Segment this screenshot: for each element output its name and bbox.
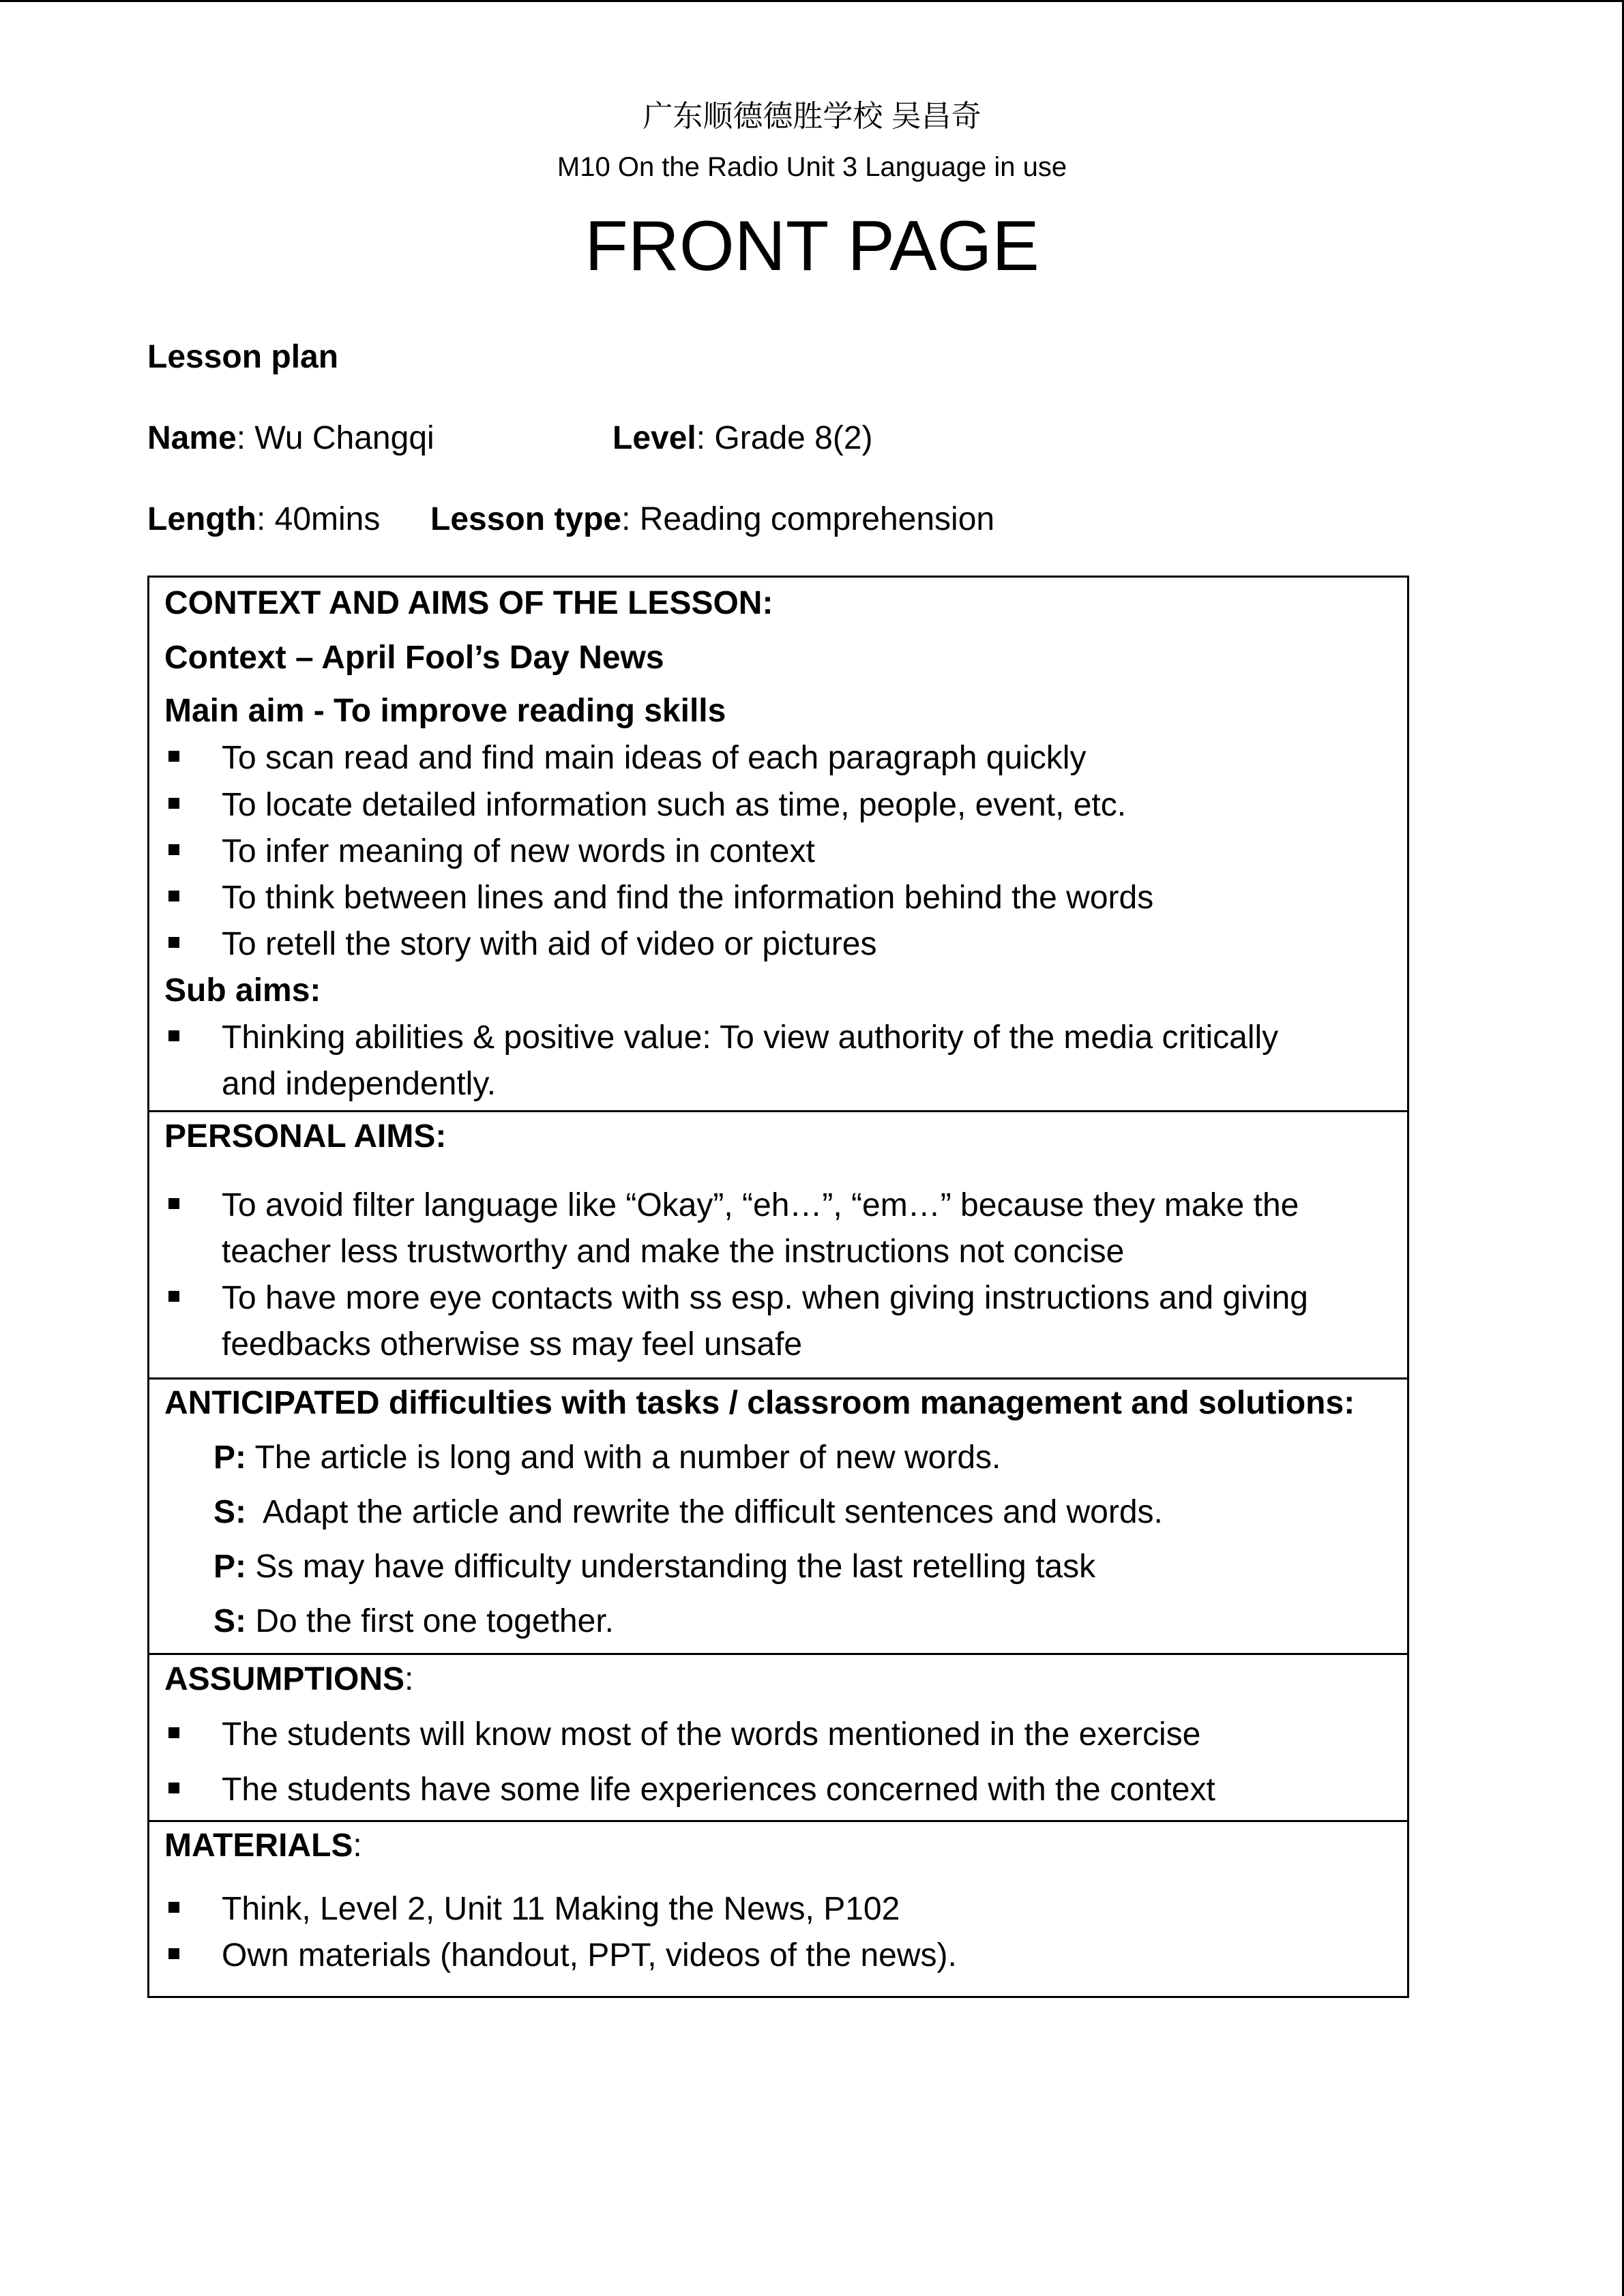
anticipated-heading: ANTICIPATED difficulties with tasks / classroom management and solutions: [164,1385,1355,1421]
materials-heading: MATERIALS: [164,1828,362,1864]
main-aim-item: To think between lines and find the information behind the words [222,880,1154,916]
lesson-plan-heading: Lesson plan [147,339,339,375]
material-item: Think, Level 2, Unit 11 Making the News, P102 [222,1891,900,1927]
bullet-icon [168,937,179,948]
solution-line: S: Adapt the article and rewrite the difficult sentences and words. [213,1494,1163,1530]
bullet-icon [168,1948,179,1959]
personal-aim-item-line1: To avoid filter language like “Okay”, “eh…”, “em…” because they make the [222,1187,1299,1223]
length-field [147,499,380,540]
length-label: Length [147,501,256,537]
sub-aim-item-line2: and independently. [222,1066,497,1102]
main-aim-item: To scan read and find main ideas of each paragraph quickly [222,740,1087,776]
bullet-icon [168,1783,179,1793]
length-value: : 40mins [256,501,381,537]
level-label: Level [612,420,696,456]
bullet-icon [168,1198,179,1209]
section-divider [149,1820,1407,1822]
problem-line: P: Ss may have difficulty understanding the last retelling task [213,1549,1096,1585]
level-value: : Grade 8(2) [696,420,873,456]
lesson-type-label: Lesson type [430,501,622,537]
context-aims-heading: CONTEXT AND AIMS OF THE LESSON: [164,585,773,621]
bullet-icon [168,798,179,809]
main-aim-item: To retell the story with aid of video or pictures [222,926,877,962]
material-item: Own materials (handout, PPT, videos of the news). [222,1937,957,1973]
problem-line: P: The article is long and with a number of new words. [213,1440,1001,1476]
section-divider [149,1377,1407,1380]
name-value: : Wu Changqi [236,420,434,456]
sub-aims-heading: Sub aims: [164,972,321,1009]
personal-aim-item-line2: feedbacks otherwise ss may feel unsafe [222,1326,803,1362]
solution-line: S: Do the first one together. [213,1603,614,1639]
level-field [612,418,873,459]
lesson-plan-table [147,576,1409,1998]
assumption-item: The students have some life experiences concerned with the context [222,1772,1215,1808]
page-title: FRONT PAGE [585,207,1039,286]
bullet-icon [168,1727,179,1738]
assumption-item: The students will know most of the words mentioned in the exercise [222,1716,1201,1753]
personal-aim-item-line1: To have more eye contacts with ss esp. when giving instructions and giving [222,1280,1308,1316]
main-aim-heading: Main aim - To improve reading skills [164,693,726,729]
main-aim-item: To infer meaning of new words in context [222,833,815,869]
bullet-icon [168,844,179,855]
assumptions-heading: ASSUMPTIONS: [164,1661,414,1697]
school-name: 广东顺德德胜学校 吴昌奇 [643,100,981,133]
bullet-icon [168,751,179,762]
name-label: Name [147,420,237,456]
main-aim-item: To locate detailed information such as time, people, event, etc. [222,787,1127,823]
bullet-icon [168,1902,179,1913]
name-field [147,418,434,459]
sub-aim-item-line1: Thinking abilities & positive value: To view authority of the media critically [222,1019,1279,1056]
bullet-icon [168,1030,179,1041]
personal-aims-heading: PERSONAL AIMS: [164,1118,447,1154]
course-title: M10 On the Radio Unit 3 Language in use [557,152,1067,182]
personal-aim-item-line2: teacher less trustworthy and make the instructions not concise [222,1234,1125,1270]
section-divider [149,1653,1407,1655]
lesson-type-value: : Reading comprehension [621,501,995,537]
context-line: Context – April Fool’s Day News [164,640,664,676]
bullet-icon [168,1291,179,1302]
section-divider [149,1110,1407,1112]
lesson-type-field [430,499,994,540]
bullet-icon [168,891,179,901]
